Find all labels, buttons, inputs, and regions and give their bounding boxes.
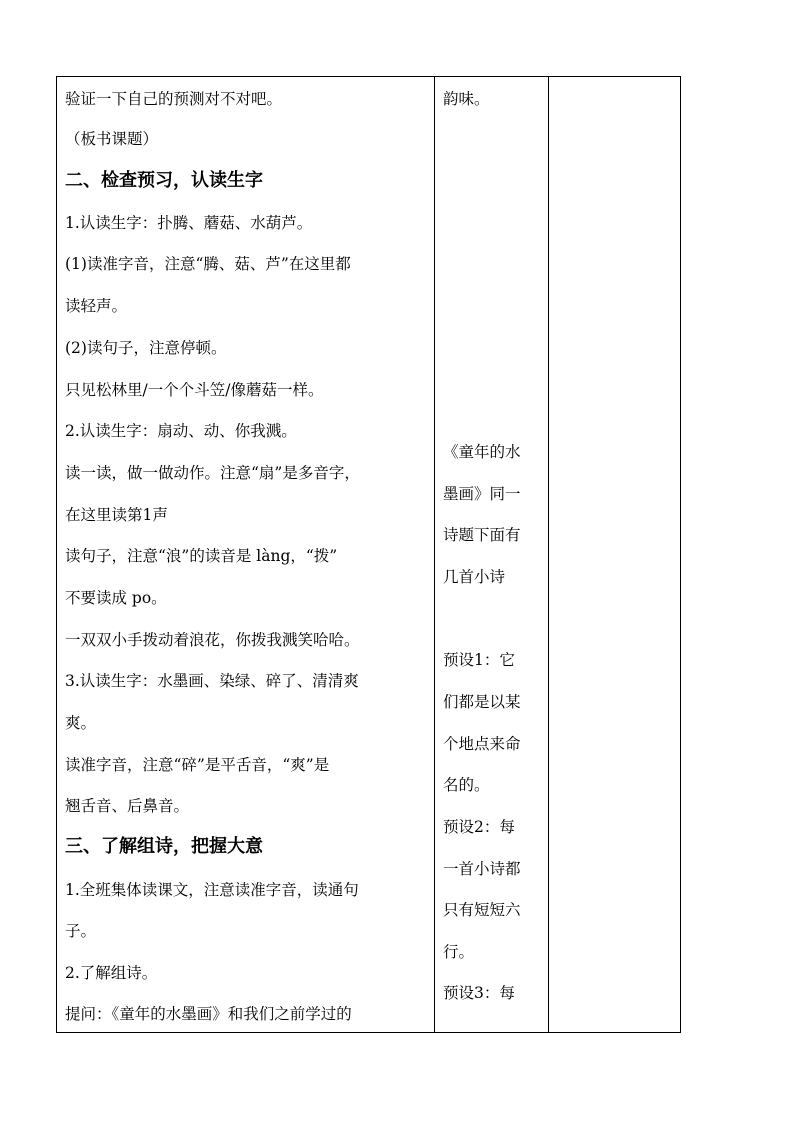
text-line: 不要读成 po。 xyxy=(65,589,167,607)
text-line: 韵味。 xyxy=(443,90,490,108)
text-line: 2.认读生字：扇动、动、你我溅。 xyxy=(65,422,297,440)
text-line: 1.认读生字：扑腾、蘑菇、水葫芦。 xyxy=(65,214,313,232)
text-line: 个地点来命 xyxy=(443,735,521,753)
teaching-process-cell xyxy=(57,77,435,1032)
text-line: 3.认读生字：水墨画、染绿、碎了、清清爽 xyxy=(65,672,359,690)
text-line: 一双双小手拨动着浪花，你拨我溅笑哈哈。 xyxy=(65,631,360,649)
text-line: 2.了解组诗。 xyxy=(65,964,158,982)
text-line: 读轻声。 xyxy=(65,297,128,315)
text-line: 读准字音，注意“碎”是平舌音，“爽”是 xyxy=(65,756,330,774)
text-line: 1.全班集体读课文，注意读准字音，读通句 xyxy=(65,881,359,899)
text-line: 一首小诗都 xyxy=(443,860,521,878)
text-line: 几首小诗 xyxy=(443,568,506,586)
text-line: 读一读，做一做动作。注意“扇”是多音字， xyxy=(65,464,360,482)
text-line: （板书课题） xyxy=(65,130,159,148)
text-line: 墨画》同一 xyxy=(443,485,521,503)
text-line: 在这里读第1声 xyxy=(65,506,168,524)
text-line: (2)读句子，注意停顿。 xyxy=(65,339,227,357)
notes-cell xyxy=(549,77,680,1032)
text-line: 预设3：每 xyxy=(443,984,515,1002)
text-line: 只见松林里/一个个斗笠/像蘑菇一样。 xyxy=(65,381,324,399)
text-line: 爽。 xyxy=(65,714,97,732)
section-heading: 二、检查预习，认读生字 xyxy=(65,170,263,191)
text-line: 子。 xyxy=(65,922,97,940)
text-line: 《童年的水 xyxy=(443,443,521,461)
text-line: (1)读准字音，注意“腾、菇、芦”在这里都 xyxy=(65,255,351,273)
section-heading: 三、了解组诗，把握大意 xyxy=(65,836,263,857)
text-line: 们都是以某 xyxy=(443,693,521,711)
text-line: 验证一下自己的预测对不对吧。 xyxy=(65,90,283,108)
student-activity-cell xyxy=(435,77,549,1032)
text-line: 翘舌音、后鼻音。 xyxy=(65,797,190,815)
text-line: 提问：《童年的水墨画》和我们之前学过的 xyxy=(65,1005,352,1023)
lesson-table xyxy=(56,76,681,1033)
text-line: 读句子，注意“浪”的读音是 làng，“拨” xyxy=(65,547,338,565)
text-line: 诗题下面有 xyxy=(443,526,521,544)
text-line: 行。 xyxy=(443,943,475,961)
text-line: 只有短短六 xyxy=(443,901,521,919)
text-line: 名的。 xyxy=(443,776,490,794)
text-line: 预设2：每 xyxy=(443,818,515,836)
text-line: 预设1：它 xyxy=(443,651,515,669)
